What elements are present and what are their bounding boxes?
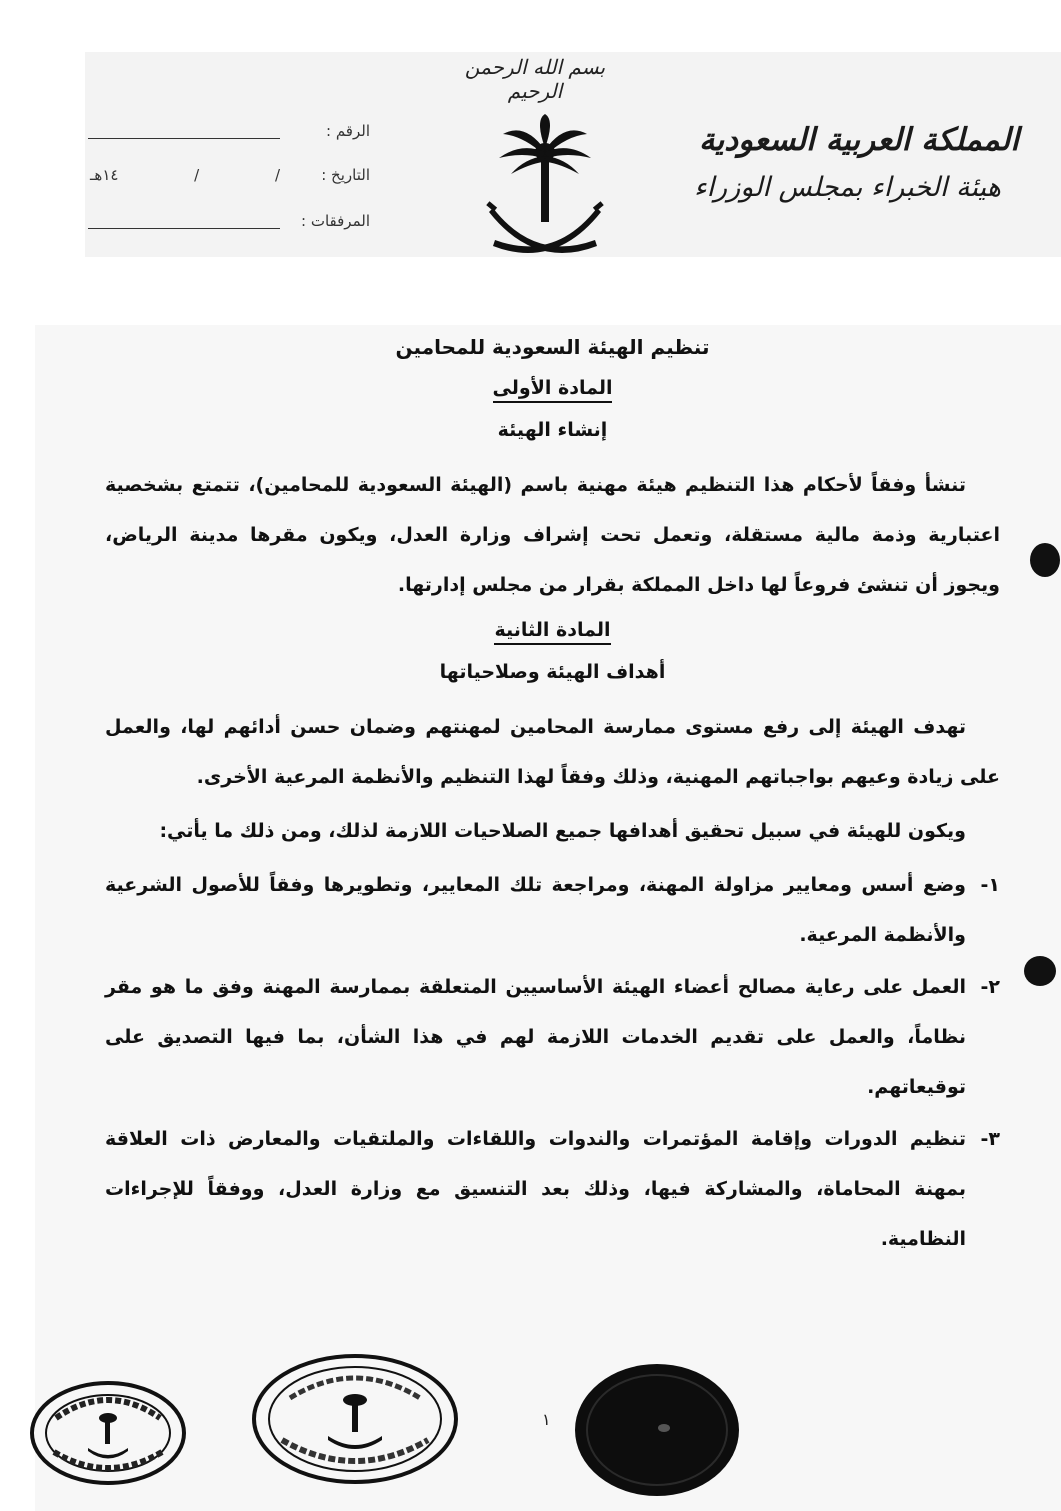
bureau-name: هيئة الخبراء بمجلس الوزراء	[693, 172, 1001, 203]
page-number: ١	[542, 1410, 551, 1429]
document-body	[105, 330, 1000, 1266]
list-item: ١-وضع أسس ومعايير مزاولة المهنة، ومراجعة تلك المعايير، وتطويرها وفقاً للأصول الشرعية والأنظمة المرعية.	[105, 874, 1000, 946]
date-label: التاريخ :	[321, 166, 370, 184]
article-1-heading: المادة الأولى	[105, 372, 1000, 404]
article-2-subheading: أهداف الهيئة وصلاحياتها	[439, 661, 666, 683]
article-2-heading: المادة الثانية	[105, 614, 1000, 646]
date-field: التاريخ : / / ١٤هـ	[90, 166, 370, 184]
document-title: تنظيم الهيئة السعودية للمحامين	[395, 335, 710, 359]
punch-hole-mark	[1030, 543, 1060, 577]
secretariat-stamp-icon	[28, 1378, 188, 1488]
date-suffix: ١٤هـ	[90, 166, 119, 184]
article-1-text: تنشأ وفقاً لأحكام هذا التنظيم هيئة مهنية باسم (الهيئة السعودية للمحامين)، تتمتع بشخصية اعتبارية وذمة مالية مستقلة، وتعمل تحت إشراف وزارة العدل، ويكون مقرها مدينة الرياض، ويجوز أن تنشئ فروعاً لها داخل المملكة بقرار من مجلس إدارتها.	[105, 474, 1000, 596]
article-1-subheading: إنشاء الهيئة	[497, 419, 608, 441]
dark-seal-icon	[572, 1358, 742, 1498]
list-item: ٢-العمل على رعاية مصالح أعضاء الهيئة الأساسيين المتعلقة بممارسة المهنة وفق ما هو مقر نظاماً، والعمل على تقديم الخدمات اللازمة لهم في هذا الشأن، بما فيها التصديق على توقيعاتهم.	[105, 976, 1000, 1098]
list-item: ٣-تنظيم الدورات وإقامة المؤتمرات والندوات واللقاءات والملتقيات والمعارض ذات العلاقة بمهنة المحاماة، والمشاركة فيها، وذلك بعد التنسيق مع وزارة العدل، ووفقاً للإجراءات النظامية.	[105, 1128, 1000, 1250]
punch-hole-mark	[1024, 956, 1056, 986]
basmala: بسم الله الرحمن الرحيم	[464, 55, 606, 103]
reference-field	[80, 122, 380, 146]
article-2-paragraph-1: تهدف الهيئة إلى رفع مستوى ممارسة المحامين لمهنتهم وضمان حسن أدائهم لها، والعمل على زيادة وعيهم بواجباتهم المهنية، وذلك وفقاً لهذا التنظيم والأنظمة المرعية الأخرى.	[105, 716, 1000, 788]
saudi-emblem-icon	[485, 112, 605, 262]
bureau-stamp-icon	[250, 1352, 460, 1487]
kingdom-name: المملكة العربية السعودية	[699, 122, 1019, 158]
attachments-field	[80, 212, 380, 236]
reference-label: الرقم :	[326, 122, 370, 140]
attachments-label: المرفقات :	[301, 212, 370, 230]
article-2-paragraph-2: ويكون للهيئة في سبيل تحقيق أهدافها جميع الصلاحيات اللازمة لذلك، ومن ذلك ما يأتي:	[159, 820, 966, 842]
